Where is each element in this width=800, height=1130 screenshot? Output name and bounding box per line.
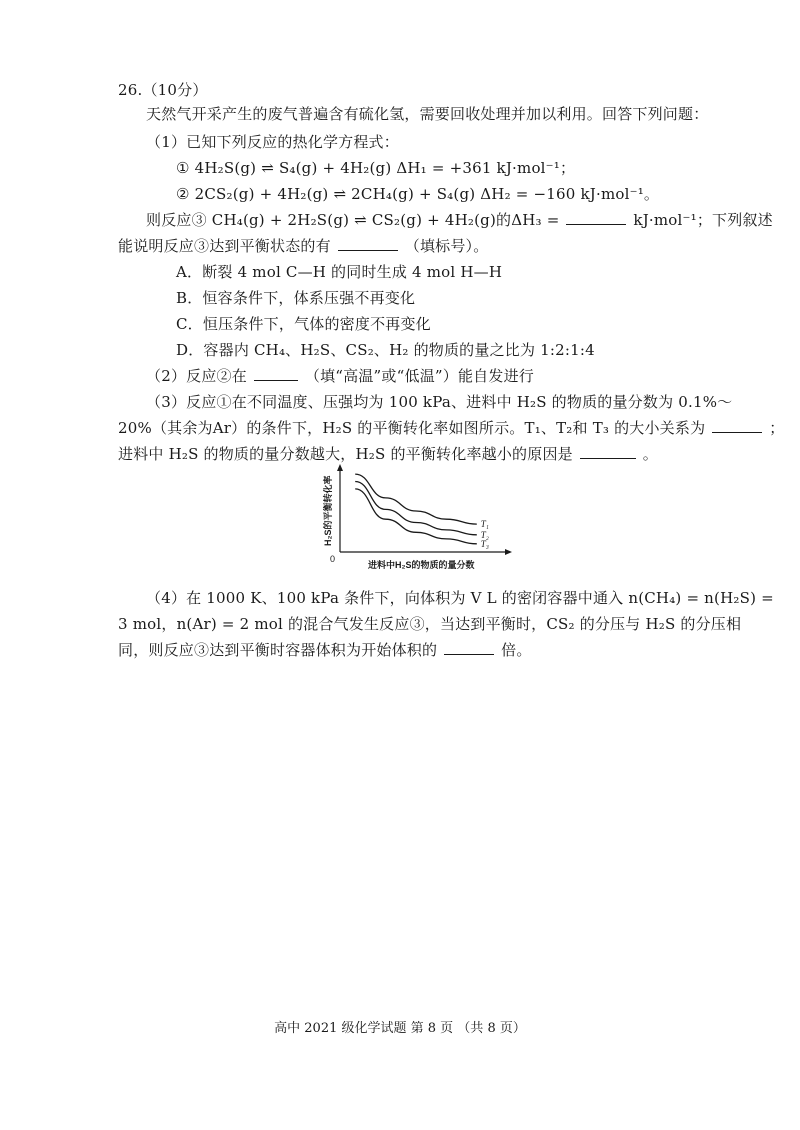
- part2-suffix: （填“高温”或“低温”）能自发进行: [304, 367, 534, 385]
- option-d: D．容器内 CH₄、H₂S、CS₂、H₂ 的物质的量之比为 1:2:1:4: [176, 341, 595, 359]
- answer-blank-temperature-order[interactable]: [712, 418, 762, 433]
- part3-line3-suffix: 。: [642, 445, 658, 463]
- equation-2: ② 2CS₂(g) + 4H₂(g) ⇌ 2CH₄(g) + S₄(g) ΔH₂ = −160 kJ·mol⁻¹。: [176, 185, 660, 203]
- equilibrium-suffix: （填标号）。: [404, 237, 489, 255]
- part3-line2: [118, 418, 784, 438]
- part3-line2-suffix: ；: [769, 419, 785, 437]
- series-layer: [355, 474, 489, 549]
- part1-question-line2: [118, 236, 488, 256]
- conversion-chart: [316, 462, 516, 574]
- delta-h3-unit: kJ·mol⁻¹；下列叙述: [633, 211, 773, 229]
- part4-line3: [118, 640, 532, 660]
- option-c: C．恒压条件下，气体的密度不再变化: [176, 315, 431, 333]
- part2-line: [146, 366, 534, 386]
- answer-blank-equilibrium[interactable]: [338, 236, 398, 251]
- answer-blank-temperature[interactable]: [254, 366, 298, 381]
- series-label-t3: T₃: [480, 538, 489, 549]
- answer-blank-volume-ratio[interactable]: [444, 640, 494, 655]
- origin-label: 0: [330, 554, 336, 564]
- page-footer: 高中 2021 级化学试题 第 8 页 （共 8 页）: [274, 1021, 526, 1036]
- equilibrium-prompt: 能说明反应③达到平衡状态的有: [118, 237, 331, 255]
- part1-label: （1）已知下列反应的热化学方程式：: [146, 133, 399, 151]
- part3-line1: （3）反应①在不同温度、压强均为 100 kPa、进料中 H₂S 的物质的量分数为 0.1%～: [146, 393, 733, 411]
- series-label-t1: T₁: [480, 519, 489, 530]
- conversion-chart-svg: [316, 462, 516, 574]
- option-a: A．断裂 4 mol C—H 的同时生成 4 mol H—H: [176, 263, 503, 281]
- part2-prefix: （2）反应②在: [146, 367, 247, 385]
- option-b: B．恒容条件下，体系压强不再变化: [176, 289, 416, 307]
- question-intro: 天然气开采产生的废气普遍含有硫化氢，需要回收处理并加以利用。回答下列问题：: [146, 105, 709, 123]
- equation-1: ① 4H₂S(g) ⇌ S₄(g) + 4H₂(g) ΔH₁ = +361 kJ·mol⁻¹；: [176, 159, 576, 177]
- part4-line3-suffix: 倍。: [501, 641, 532, 659]
- question-header: 26.（10分）: [118, 81, 208, 99]
- series-curve-t3: [355, 489, 477, 544]
- delta-h3-prefix: 则反应③ CH₄(g) + 2H₂S(g) ⇌ CS₂(g) + 4H₂(g)的ΔH₃ =: [146, 211, 560, 229]
- y-axis-label: H₂S的平衡转化率: [323, 475, 333, 546]
- part4-line2: 3 mol，n(Ar) = 2 mol 的混合气发生反应③，当达到平衡时，CS₂ 的分压与 H₂S 的分压相: [118, 615, 742, 633]
- answer-blank-reason[interactable]: [580, 444, 636, 459]
- part3-line3-prefix: 进料中 H₂S 的物质的量分数越大，H₂S 的平衡转化率越小的原因是: [118, 445, 573, 463]
- series-curve-t1: [355, 474, 477, 524]
- part4-line1: （4）在 1000 K、100 kPa 条件下，向体积为 V L 的密闭容器中通入 n(CH₄) = n(H₂S) =: [146, 589, 774, 607]
- part1-question-line1: [146, 210, 773, 230]
- answer-blank-delta-h3[interactable]: [566, 210, 626, 225]
- part4-line3-prefix: 同，则反应③达到平衡时容器体积为开始体积的: [118, 641, 438, 659]
- x-axis-arrow: [505, 549, 512, 555]
- x-axis-label: 进料中H₂S的物质的量分数: [368, 560, 475, 570]
- y-axis-arrow: [337, 464, 343, 471]
- series-label-t2: T₂: [480, 529, 489, 540]
- part3-line2-prefix: 20%（其余为Ar）的条件下，H₂S 的平衡转化率如图所示。T₁、T₂和 T₃ 的大小关系为: [118, 419, 706, 437]
- part3-line3: [118, 444, 658, 464]
